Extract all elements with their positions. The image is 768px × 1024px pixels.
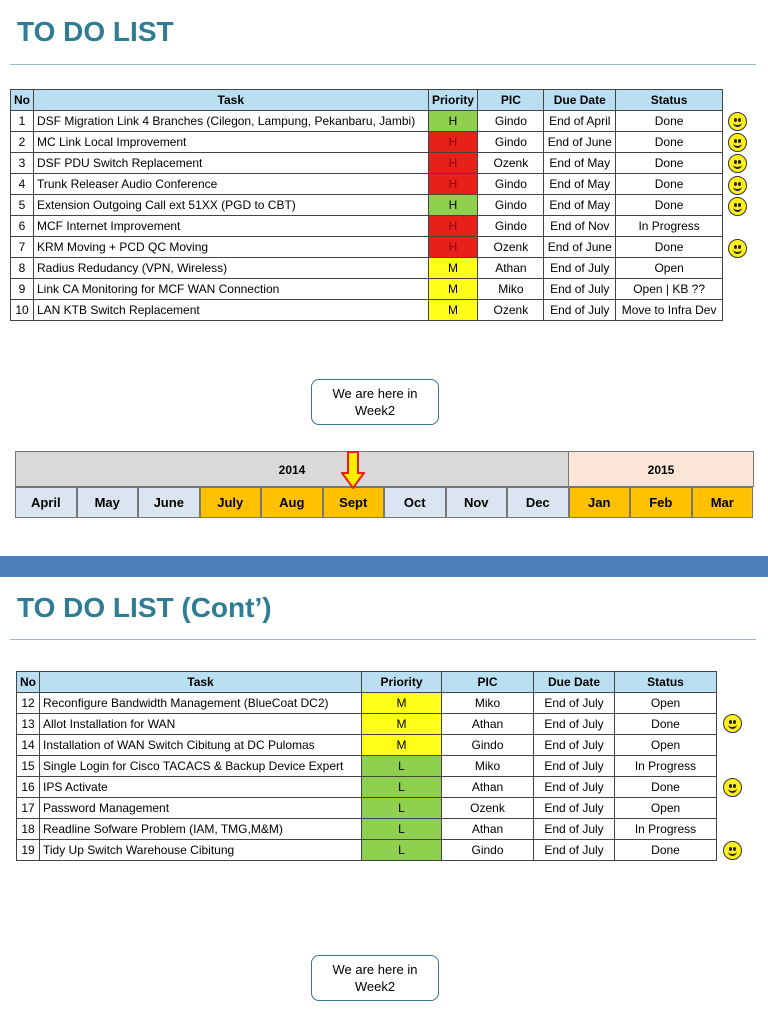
pic-name: Gindo bbox=[478, 195, 544, 216]
month-row bbox=[15, 487, 754, 518]
smiley-icon bbox=[723, 841, 742, 860]
task-name: Reconfigure Bandwidth Management (BlueCoat DC2) bbox=[40, 693, 362, 714]
col-header-priority: Priority bbox=[362, 672, 442, 693]
task-name: IPS Activate bbox=[40, 777, 362, 798]
table-header-row bbox=[17, 672, 717, 693]
table-row bbox=[17, 693, 717, 714]
status-text: In Progress bbox=[615, 819, 717, 840]
pic-name: Gindo bbox=[442, 840, 534, 861]
smiley-icon bbox=[723, 714, 742, 733]
table-row bbox=[17, 756, 717, 777]
title-divider bbox=[10, 639, 756, 640]
task-name: Allot Installation for WAN bbox=[40, 714, 362, 735]
col-header-due-date: Due Date bbox=[534, 672, 615, 693]
task-number: 8 bbox=[11, 258, 34, 279]
priority-cell: H bbox=[428, 111, 478, 132]
pic-name: Gindo bbox=[442, 735, 534, 756]
priority-cell: M bbox=[428, 258, 478, 279]
section-divider-bar bbox=[0, 556, 768, 577]
todo-table-cont bbox=[16, 671, 717, 861]
smiley-icon bbox=[728, 154, 747, 173]
priority-cell: L bbox=[362, 840, 442, 861]
table-row bbox=[17, 798, 717, 819]
task-name: Radius Redudancy (VPN, Wireless) bbox=[34, 258, 429, 279]
smiley-icon bbox=[728, 239, 747, 258]
task-number: 3 bbox=[11, 153, 34, 174]
pic-name: Ozenk bbox=[478, 237, 544, 258]
due-date: End of July bbox=[544, 258, 616, 279]
table-header-row bbox=[11, 90, 723, 111]
table-row bbox=[17, 840, 717, 861]
smiley-icon bbox=[723, 778, 742, 797]
col-header-priority: Priority bbox=[428, 90, 478, 111]
status-text: Done bbox=[616, 174, 723, 195]
due-date: End of June bbox=[544, 237, 616, 258]
priority-cell: M bbox=[362, 693, 442, 714]
status-text: Done bbox=[615, 714, 717, 735]
task-number: 7 bbox=[11, 237, 34, 258]
task-number: 12 bbox=[17, 693, 40, 714]
task-name: MC Link Local Improvement bbox=[34, 132, 429, 153]
pic-name: Ozenk bbox=[442, 798, 534, 819]
table-row bbox=[11, 132, 723, 153]
year-2015-band bbox=[568, 451, 754, 487]
pic-name: Athan bbox=[442, 714, 534, 735]
pic-name: Miko bbox=[442, 756, 534, 777]
smiley-icon bbox=[728, 133, 747, 152]
task-number: 10 bbox=[11, 300, 34, 321]
due-date: End of Nov bbox=[544, 216, 616, 237]
priority-cell: H bbox=[428, 174, 478, 195]
col-header-due-date: Due Date bbox=[544, 90, 616, 111]
task-name: DSF PDU Switch Replacement bbox=[34, 153, 429, 174]
year-2014-band bbox=[15, 451, 569, 487]
task-number: 19 bbox=[17, 840, 40, 861]
col-header-pic: PIC bbox=[442, 672, 534, 693]
table-row bbox=[11, 153, 723, 174]
task-number: 5 bbox=[11, 195, 34, 216]
task-number: 17 bbox=[17, 798, 40, 819]
status-text: Open bbox=[615, 693, 717, 714]
status-text: In Progress bbox=[615, 756, 717, 777]
todo-table bbox=[10, 89, 723, 321]
callout-text: We are here in Week2 bbox=[332, 962, 418, 994]
year-2015-label: 2015 bbox=[647, 463, 675, 477]
table-row bbox=[17, 714, 717, 735]
priority-cell: H bbox=[428, 132, 478, 153]
task-number: 15 bbox=[17, 756, 40, 777]
due-date: End of July bbox=[544, 300, 616, 321]
priority-cell: H bbox=[428, 195, 478, 216]
month-cell-dec: Dec bbox=[507, 487, 569, 518]
due-date: End of April bbox=[544, 111, 616, 132]
status-text: Done bbox=[615, 840, 717, 861]
priority-cell: M bbox=[428, 300, 478, 321]
due-date: End of July bbox=[534, 840, 615, 861]
task-name: MCF Internet Improvement bbox=[34, 216, 429, 237]
pic-name: Athan bbox=[442, 777, 534, 798]
task-name: DSF Migration Link 4 Branches (Cilegon, Lampung, Pekanbaru, Jambi) bbox=[34, 111, 429, 132]
due-date: End of July bbox=[534, 756, 615, 777]
status-text: Done bbox=[616, 237, 723, 258]
priority-cell: H bbox=[428, 153, 478, 174]
month-cell-april: April bbox=[15, 487, 77, 518]
due-date: End of May bbox=[544, 153, 616, 174]
priority-cell: L bbox=[362, 777, 442, 798]
col-header-status: Status bbox=[615, 672, 717, 693]
task-name: Trunk Releaser Audio Conference bbox=[34, 174, 429, 195]
status-text: Open bbox=[616, 258, 723, 279]
priority-cell: L bbox=[362, 798, 442, 819]
table-row bbox=[11, 279, 723, 300]
pic-name: Athan bbox=[442, 819, 534, 840]
task-number: 18 bbox=[17, 819, 40, 840]
task-name: KRM Moving + PCD QC Moving bbox=[34, 237, 429, 258]
pic-name: Ozenk bbox=[478, 300, 544, 321]
status-text: Open | KB ?? bbox=[616, 279, 723, 300]
task-number: 16 bbox=[17, 777, 40, 798]
due-date: End of July bbox=[534, 777, 615, 798]
status-text: Done bbox=[616, 111, 723, 132]
priority-cell: M bbox=[362, 735, 442, 756]
task-name: Extension Outgoing Call ext 51XX (PGD to CBT) bbox=[34, 195, 429, 216]
task-number: 9 bbox=[11, 279, 34, 300]
table-row bbox=[11, 237, 723, 258]
task-name: Installation of WAN Switch Cibitung at DC Pulomas bbox=[40, 735, 362, 756]
table-row bbox=[11, 174, 723, 195]
month-cell-mar: Mar bbox=[692, 487, 754, 518]
title-divider bbox=[10, 64, 756, 65]
task-name: Single Login for Cisco TACACS & Backup Device Expert bbox=[40, 756, 362, 777]
col-header-no: No bbox=[11, 90, 34, 111]
month-cell-jan: Jan bbox=[569, 487, 631, 518]
col-header-task: Task bbox=[40, 672, 362, 693]
task-name: Readline Sofware Problem (IAM, TMG,M&M) bbox=[40, 819, 362, 840]
table-row bbox=[17, 735, 717, 756]
task-name: LAN KTB Switch Replacement bbox=[34, 300, 429, 321]
col-header-pic: PIC bbox=[478, 90, 544, 111]
table-row bbox=[11, 195, 723, 216]
status-text: Done bbox=[616, 195, 723, 216]
priority-cell: M bbox=[362, 714, 442, 735]
table-row bbox=[17, 819, 717, 840]
task-number: 4 bbox=[11, 174, 34, 195]
due-date: End of May bbox=[544, 174, 616, 195]
table-row bbox=[17, 777, 717, 798]
col-header-status: Status bbox=[616, 90, 723, 111]
pic-name: Gindo bbox=[478, 111, 544, 132]
pic-name: Miko bbox=[442, 693, 534, 714]
task-name: Password Management bbox=[40, 798, 362, 819]
month-cell-aug: Aug bbox=[261, 487, 323, 518]
priority-cell: L bbox=[362, 756, 442, 777]
callout-text: We are here in Week2 bbox=[332, 386, 418, 418]
task-number: 1 bbox=[11, 111, 34, 132]
priority-cell: M bbox=[428, 279, 478, 300]
task-name: Tidy Up Switch Warehouse Cibitung bbox=[40, 840, 362, 861]
year-2014-label: 2014 bbox=[278, 463, 306, 477]
status-text: Done bbox=[616, 153, 723, 174]
pic-name: Gindo bbox=[478, 132, 544, 153]
smiley-icon bbox=[728, 176, 747, 195]
month-cell-may: May bbox=[77, 487, 139, 518]
status-text: In Progress bbox=[616, 216, 723, 237]
week-callout bbox=[311, 955, 439, 1001]
page-title-cont: TO DO LIST (Cont’) bbox=[17, 592, 272, 623]
due-date: End of July bbox=[534, 735, 615, 756]
table-row bbox=[11, 111, 723, 132]
status-text: Open bbox=[615, 798, 717, 819]
smiley-icon bbox=[728, 197, 747, 216]
task-number: 6 bbox=[11, 216, 34, 237]
due-date: End of July bbox=[534, 798, 615, 819]
pic-name: Athan bbox=[478, 258, 544, 279]
status-text: Done bbox=[616, 132, 723, 153]
task-number: 2 bbox=[11, 132, 34, 153]
due-date: End of July bbox=[534, 714, 615, 735]
status-text: Open bbox=[615, 735, 717, 756]
priority-cell: H bbox=[428, 237, 478, 258]
due-date: End of June bbox=[544, 132, 616, 153]
col-header-no: No bbox=[17, 672, 40, 693]
task-number: 14 bbox=[17, 735, 40, 756]
timeline bbox=[15, 451, 754, 518]
priority-cell: H bbox=[428, 216, 478, 237]
task-number: 13 bbox=[17, 714, 40, 735]
pic-name: Ozenk bbox=[478, 153, 544, 174]
week-callout bbox=[311, 379, 439, 425]
month-cell-feb: Feb bbox=[630, 487, 692, 518]
status-text: Done bbox=[615, 777, 717, 798]
due-date: End of July bbox=[534, 693, 615, 714]
page-title: TO DO LIST bbox=[17, 16, 174, 47]
due-date: End of July bbox=[544, 279, 616, 300]
smiley-icon bbox=[728, 112, 747, 131]
table-row bbox=[11, 258, 723, 279]
due-date: End of May bbox=[544, 195, 616, 216]
month-cell-oct: Oct bbox=[384, 487, 446, 518]
month-cell-sept: Sept bbox=[323, 487, 385, 518]
table-row bbox=[11, 300, 723, 321]
task-name: Link CA Monitoring for MCF WAN Connection bbox=[34, 279, 429, 300]
month-cell-june: June bbox=[138, 487, 200, 518]
month-cell-july: July bbox=[200, 487, 262, 518]
status-text: Move to Infra Dev bbox=[616, 300, 723, 321]
current-month-arrow-icon bbox=[341, 451, 365, 489]
month-cell-nov: Nov bbox=[446, 487, 508, 518]
priority-cell: L bbox=[362, 819, 442, 840]
pic-name: Gindo bbox=[478, 174, 544, 195]
table-row bbox=[11, 216, 723, 237]
pic-name: Miko bbox=[478, 279, 544, 300]
col-header-task: Task bbox=[34, 90, 429, 111]
pic-name: Gindo bbox=[478, 216, 544, 237]
due-date: End of July bbox=[534, 819, 615, 840]
